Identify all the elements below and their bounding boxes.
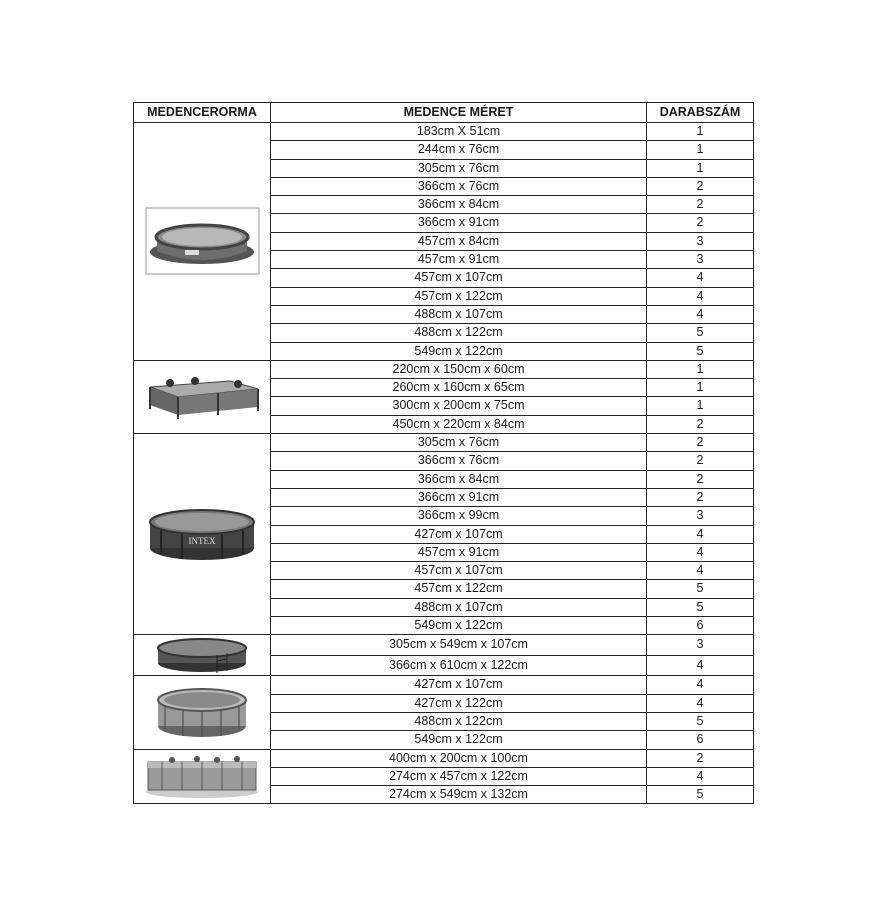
pool-size-cell: 305cm x 76cm xyxy=(271,434,647,452)
pool-count-cell: 5 xyxy=(647,786,754,804)
table-row xyxy=(134,749,754,767)
pool-count-cell: 4 xyxy=(647,287,754,305)
pool-size-cell: 366cm x 84cm xyxy=(271,196,647,214)
round-metal-frame-pool-image xyxy=(134,434,271,635)
pool-size-cell: 366cm x 76cm xyxy=(271,177,647,195)
table-row xyxy=(134,635,754,656)
pool-size-cell: 366cm x 91cm xyxy=(271,214,647,232)
pool-count-cell: 1 xyxy=(647,360,754,378)
pool-size-table xyxy=(133,102,754,804)
pool-count-cell: 4 xyxy=(647,543,754,561)
pool-count-cell: 2 xyxy=(647,415,754,433)
pool-count-cell: 4 xyxy=(647,694,754,712)
pool-size-cell: 488cm x 122cm xyxy=(271,324,647,342)
pool-count-cell: 1 xyxy=(647,141,754,159)
pool-count-cell: 3 xyxy=(647,232,754,250)
pool-count-cell: 6 xyxy=(647,731,754,749)
pool-size-cell: 457cm x 107cm xyxy=(271,269,647,287)
pool-size-cell: 427cm x 107cm xyxy=(271,525,647,543)
pool-count-cell: 4 xyxy=(647,767,754,785)
rectangular-ultra-frame-pool-image xyxy=(134,749,271,804)
pool-count-cell: 4 xyxy=(647,305,754,323)
pool-size-cell: 488cm x 107cm xyxy=(271,305,647,323)
pool-count-cell: 2 xyxy=(647,214,754,232)
pool-size-cell: 366cm x 91cm xyxy=(271,488,647,506)
pool-size-cell: 457cm x 84cm xyxy=(271,232,647,250)
oval-frame-pool-image xyxy=(134,635,271,676)
header-shape: MEDENCERORMA xyxy=(134,103,271,123)
header-row xyxy=(134,103,754,123)
pool-count-cell: 4 xyxy=(647,676,754,694)
header-count: DARABSZÁM xyxy=(647,103,754,123)
pool-count-cell: 4 xyxy=(647,269,754,287)
pool-size-cell: 427cm x 107cm xyxy=(271,676,647,694)
pool-count-cell: 3 xyxy=(647,507,754,525)
pool-size-cell: 260cm x 160cm x 65cm xyxy=(271,379,647,397)
pool-size-cell: 305cm x 76cm xyxy=(271,159,647,177)
pool-count-cell: 2 xyxy=(647,488,754,506)
pool-size-cell: 549cm x 122cm xyxy=(271,342,647,360)
pool-count-cell: 5 xyxy=(647,712,754,730)
pool-size-cell: 549cm x 122cm xyxy=(271,617,647,635)
pool-count-cell: 2 xyxy=(647,434,754,452)
header-size: MEDENCE MÉRET xyxy=(271,103,647,123)
pool-count-cell: 3 xyxy=(647,635,754,656)
pool-count-cell: 3 xyxy=(647,251,754,269)
pool-count-cell: 1 xyxy=(647,159,754,177)
pool-size-cell: 366cm x 610cm x 122cm xyxy=(271,655,647,676)
pool-size-cell: 488cm x 122cm xyxy=(271,712,647,730)
pool-size-cell: 366cm x 76cm xyxy=(271,452,647,470)
pool-size-cell: 366cm x 99cm xyxy=(271,507,647,525)
pool-size-cell: 274cm x 549cm x 132cm xyxy=(271,786,647,804)
pool-count-cell: 2 xyxy=(647,452,754,470)
pool-count-cell: 6 xyxy=(647,617,754,635)
pool-count-cell: 4 xyxy=(647,655,754,676)
pool-size-cell: 400cm x 200cm x 100cm xyxy=(271,749,647,767)
pool-count-cell: 2 xyxy=(647,196,754,214)
pool-size-cell: 457cm x 91cm xyxy=(271,543,647,561)
table-row xyxy=(134,123,754,141)
pool-count-cell: 5 xyxy=(647,598,754,616)
pool-count-cell: 2 xyxy=(647,177,754,195)
pool-count-cell: 4 xyxy=(647,562,754,580)
svg-text:INTEX: INTEX xyxy=(188,536,216,547)
pool-size-cell: 450cm x 220cm x 84cm xyxy=(271,415,647,433)
table-row xyxy=(134,434,754,452)
rectangular-frame-pool-image xyxy=(134,360,271,433)
round-ultra-frame-pool-image xyxy=(134,676,271,749)
pool-size-cell: 488cm x 107cm xyxy=(271,598,647,616)
pool-count-cell: 5 xyxy=(647,580,754,598)
pool-size-cell: 366cm x 84cm xyxy=(271,470,647,488)
pool-size-cell: 305cm x 549cm x 107cm xyxy=(271,635,647,656)
inflatable-easy-set-pool-image xyxy=(134,123,271,361)
pool-size-cell: 220cm x 150cm x 60cm xyxy=(271,360,647,378)
pool-size-cell: 300cm x 200cm x 75cm xyxy=(271,397,647,415)
table-row xyxy=(134,676,754,694)
pool-count-cell: 4 xyxy=(647,525,754,543)
pool-count-cell: 2 xyxy=(647,470,754,488)
pool-size-cell: 183cm X 51cm xyxy=(271,123,647,141)
pool-count-cell: 1 xyxy=(647,397,754,415)
pool-size-cell: 457cm x 122cm xyxy=(271,580,647,598)
pool-size-cell: 427cm x 122cm xyxy=(271,694,647,712)
pool-size-cell: 457cm x 107cm xyxy=(271,562,647,580)
pool-count-cell: 1 xyxy=(647,379,754,397)
pool-size-cell: 274cm x 457cm x 122cm xyxy=(271,767,647,785)
pool-size-cell: 457cm x 122cm xyxy=(271,287,647,305)
pool-size-cell: 244cm x 76cm xyxy=(271,141,647,159)
pool-size-cell: 549cm x 122cm xyxy=(271,731,647,749)
pool-size-cell: 457cm x 91cm xyxy=(271,251,647,269)
pool-count-cell: 5 xyxy=(647,342,754,360)
pool-count-cell: 1 xyxy=(647,123,754,141)
table-row xyxy=(134,360,754,378)
pool-count-cell: 2 xyxy=(647,749,754,767)
pool-count-cell: 5 xyxy=(647,324,754,342)
